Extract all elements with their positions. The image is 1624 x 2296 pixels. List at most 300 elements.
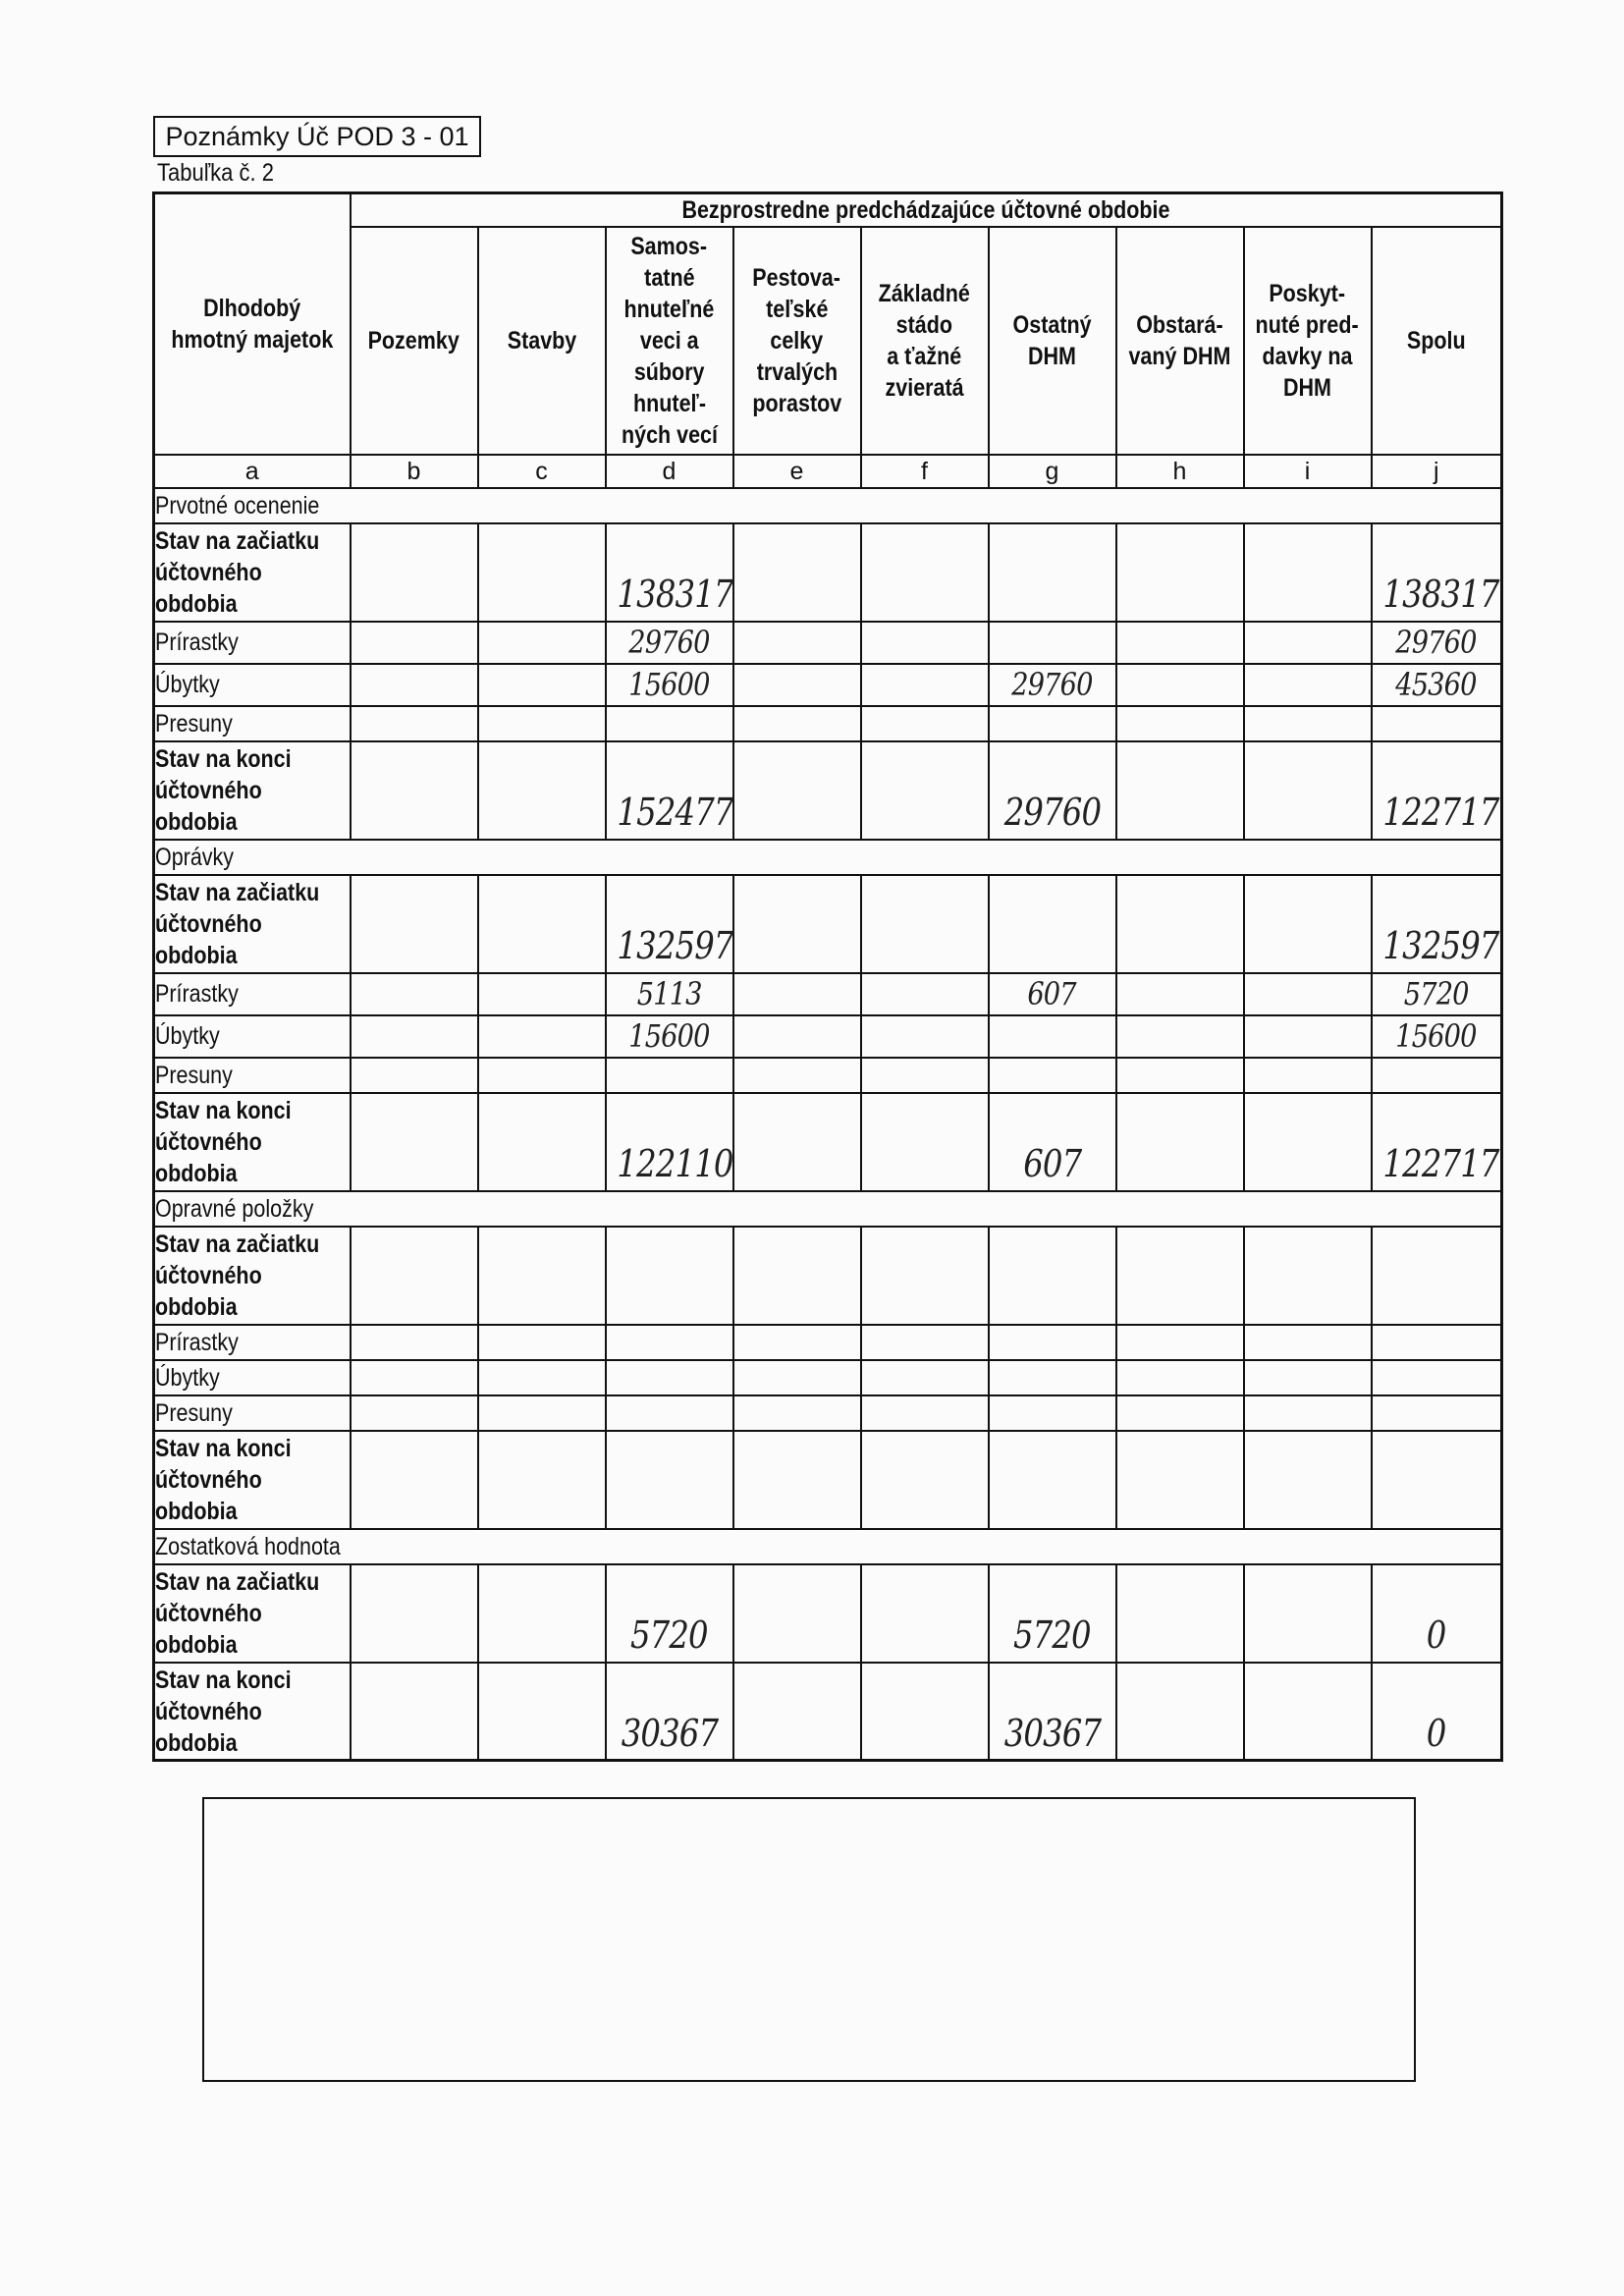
- table-row: [154, 1663, 1502, 1761]
- cell-h: [1116, 741, 1244, 840]
- text-line: teľské: [765, 296, 829, 323]
- cell-g: [989, 875, 1116, 973]
- handwritten-value: 15600: [628, 665, 710, 703]
- cell-g: [989, 1360, 1116, 1395]
- handwritten-value: 15600: [1395, 1016, 1477, 1055]
- cell-c: [478, 1325, 606, 1360]
- row-label: [154, 523, 351, 622]
- handwritten-value: 5720: [630, 1613, 708, 1658]
- cell-f: [861, 1564, 989, 1663]
- table-row: [154, 1431, 1502, 1529]
- header-col-i: [1244, 227, 1372, 455]
- cell-h: [1116, 1325, 1244, 1360]
- cell-f: [861, 1360, 989, 1395]
- cell-i: [1244, 1395, 1372, 1431]
- text-line: ných vecí: [621, 421, 718, 449]
- cell-d: [606, 1015, 733, 1058]
- cell-j: [1372, 1663, 1502, 1761]
- text-line: DHM: [1283, 374, 1331, 402]
- cell-b: [351, 1564, 478, 1663]
- table-row: [154, 741, 1502, 840]
- cell-b: [351, 1093, 478, 1191]
- text-line: davky na: [1262, 343, 1353, 370]
- cell-c: [478, 1093, 606, 1191]
- text-line: účtovného: [155, 559, 262, 586]
- cell-h: [1116, 875, 1244, 973]
- cell-j: [1372, 523, 1502, 622]
- cell-g: [989, 1395, 1116, 1431]
- cell-d: [606, 973, 733, 1015]
- row-label: [154, 875, 351, 973]
- cell-g: [989, 1015, 1116, 1058]
- cell-b: [351, 1360, 478, 1395]
- text-line: tatné: [643, 264, 695, 292]
- table-label: Tabuľka č. 2: [157, 159, 274, 187]
- handwritten-value: 15600: [628, 1016, 710, 1055]
- cell-c: [478, 664, 606, 706]
- text-line: Prírastky: [155, 629, 239, 657]
- cell-e: [733, 1093, 861, 1191]
- cell-h: [1116, 664, 1244, 706]
- handwritten-value: 138317: [616, 573, 733, 617]
- handwritten-value: 122717: [1381, 791, 1499, 835]
- cell-h: [1116, 1663, 1244, 1761]
- cell-c: [478, 875, 606, 973]
- text-line: Poskyt-: [1269, 280, 1346, 307]
- row-label: [154, 1395, 351, 1431]
- cell-h: [1116, 1015, 1244, 1058]
- text-line: Úbytky: [155, 671, 220, 699]
- cell-j: [1372, 1093, 1502, 1191]
- cell-g: [989, 741, 1116, 840]
- row-label: [154, 1058, 351, 1093]
- cell-h: [1116, 1431, 1244, 1529]
- cell-d: [606, 1395, 733, 1431]
- cell-d: [606, 1663, 733, 1761]
- cell-f: [861, 706, 989, 741]
- text-line: účtovného: [155, 1599, 262, 1627]
- cell-h: [1116, 1227, 1244, 1325]
- column-letter-d: d: [606, 455, 733, 488]
- section-title-text: Oprávky: [155, 843, 235, 871]
- cell-i: [1244, 523, 1372, 622]
- cell-b: [351, 664, 478, 706]
- cell-g: [989, 706, 1116, 741]
- column-letter-h: h: [1116, 455, 1244, 488]
- cell-e: [733, 664, 861, 706]
- cell-g: [989, 664, 1116, 706]
- text-line: obdobia: [155, 807, 238, 836]
- text-line: Základné: [878, 280, 971, 307]
- handwritten-value: 29760: [1003, 791, 1101, 835]
- header-col-e: [733, 227, 861, 455]
- header-row-group: [154, 193, 1502, 228]
- table-row: [154, 706, 1502, 741]
- text-line: Ostatný: [1012, 311, 1092, 339]
- cell-c: [478, 1227, 606, 1325]
- column-letter-a: a: [154, 455, 351, 488]
- cell-j: [1372, 1058, 1502, 1093]
- cell-e: [733, 1431, 861, 1529]
- text-line: účtovného: [155, 1127, 262, 1156]
- text-line: Stav na konci: [155, 1666, 292, 1694]
- cell-e: [733, 523, 861, 622]
- text-line: Pozemky: [367, 327, 460, 355]
- cell-i: [1244, 1058, 1372, 1093]
- cell-e: [733, 1663, 861, 1761]
- cell-i: [1244, 664, 1372, 706]
- cell-h: [1116, 1360, 1244, 1395]
- text-line: Stav na začiatku: [155, 1230, 320, 1258]
- column-letter-j: j: [1372, 455, 1502, 488]
- form-id-box: [153, 116, 481, 157]
- cell-b: [351, 1663, 478, 1761]
- text-line: stádo: [895, 311, 953, 339]
- cell-d: [606, 1093, 733, 1191]
- section-row: [154, 840, 1502, 875]
- row-label: [154, 741, 351, 840]
- row-label: [154, 1227, 351, 1325]
- text-line: hnuteľné: [623, 296, 715, 323]
- text-line: Úbytky: [155, 1022, 220, 1051]
- cell-j: [1372, 1015, 1502, 1058]
- cell-g: [989, 1564, 1116, 1663]
- cell-b: [351, 622, 478, 664]
- row-label: [154, 1325, 351, 1360]
- cell-j: [1372, 1360, 1502, 1395]
- column-letters-row: [154, 455, 1502, 488]
- cell-h: [1116, 973, 1244, 1015]
- column-letter-i: i: [1244, 455, 1372, 488]
- cell-g: [989, 523, 1116, 622]
- cell-d: [606, 706, 733, 741]
- cell-f: [861, 741, 989, 840]
- cell-d: [606, 1058, 733, 1093]
- cell-i: [1244, 706, 1372, 741]
- cell-b: [351, 1395, 478, 1431]
- text-line: Stav na konci: [155, 1434, 292, 1462]
- text-line: Stav na začiatku: [155, 1567, 320, 1596]
- cell-j: [1372, 1227, 1502, 1325]
- text-line: účtovného: [155, 909, 262, 938]
- row-label: [154, 622, 351, 664]
- cell-d: [606, 875, 733, 973]
- fixed-assets-table: [152, 191, 1503, 1762]
- cell-i: [1244, 1325, 1372, 1360]
- row-label: [154, 706, 351, 741]
- cell-c: [478, 1431, 606, 1529]
- header-col-a: [154, 193, 351, 456]
- text-line: Stav na začiatku: [155, 527, 320, 555]
- cell-i: [1244, 1431, 1372, 1529]
- cell-h: [1116, 523, 1244, 622]
- cell-i: [1244, 1360, 1372, 1395]
- row-label: [154, 973, 351, 1015]
- cell-j: [1372, 1564, 1502, 1663]
- cell-i: [1244, 1015, 1372, 1058]
- section-row: [154, 1529, 1502, 1564]
- text-line: Prírastky: [155, 1328, 239, 1356]
- cell-e: [733, 1395, 861, 1431]
- cell-f: [861, 1431, 989, 1529]
- cell-d: [606, 1564, 733, 1663]
- cell-h: [1116, 1058, 1244, 1093]
- text-line: hnuteľ-: [632, 390, 706, 417]
- text-line: veci a: [639, 327, 699, 355]
- cell-g: [989, 1058, 1116, 1093]
- handwritten-value: 152477: [616, 791, 733, 835]
- handwritten-value: 138317: [1381, 573, 1499, 617]
- row-label: [154, 1663, 351, 1761]
- handwritten-value: 0: [1426, 1613, 1446, 1658]
- cell-j: [1372, 875, 1502, 973]
- cell-j: [1372, 1395, 1502, 1431]
- cell-d: [606, 1325, 733, 1360]
- text-line: súbory: [633, 358, 705, 386]
- table-row: [154, 973, 1502, 1015]
- text-line: trvalých: [756, 358, 838, 386]
- cell-b: [351, 1227, 478, 1325]
- section-title: [154, 1529, 1502, 1564]
- handwritten-value: 30367: [1003, 1711, 1101, 1755]
- section-row: [154, 488, 1502, 523]
- row-label: [154, 1431, 351, 1529]
- cell-d: [606, 622, 733, 664]
- cell-f: [861, 1395, 989, 1431]
- text-line: Presuny: [155, 709, 233, 738]
- cell-b: [351, 1058, 478, 1093]
- text-line: obdobia: [155, 1292, 238, 1321]
- cell-g: [989, 973, 1116, 1015]
- cell-e: [733, 706, 861, 741]
- cell-j: [1372, 1431, 1502, 1529]
- cell-h: [1116, 1395, 1244, 1431]
- table-row: [154, 1015, 1502, 1058]
- header-col-c: [478, 227, 606, 455]
- table-row: [154, 1058, 1502, 1093]
- cell-i: [1244, 622, 1372, 664]
- table-row: [154, 1395, 1502, 1431]
- cell-e: [733, 1564, 861, 1663]
- cell-b: [351, 973, 478, 1015]
- text-line: Stav na konci: [155, 1096, 292, 1124]
- text-line: obdobia: [155, 1728, 238, 1757]
- cell-d: [606, 523, 733, 622]
- cell-f: [861, 1663, 989, 1761]
- text-line: obdobia: [155, 1630, 238, 1659]
- handwritten-value: 132597: [1381, 924, 1499, 968]
- cell-g: [989, 622, 1116, 664]
- text-line: celky: [770, 327, 824, 355]
- header-col-b: [351, 227, 478, 455]
- column-letter-c: c: [478, 455, 606, 488]
- text-line: hmotný majetok: [171, 326, 334, 354]
- handwritten-value: 45360: [1395, 665, 1477, 703]
- text-line: účtovného: [155, 1465, 262, 1494]
- handwritten-value: 5720: [1013, 1613, 1091, 1658]
- cell-h: [1116, 1093, 1244, 1191]
- handwritten-value: 29760: [628, 624, 710, 661]
- cell-b: [351, 1431, 478, 1529]
- form-id: Poznámky Úč POD 3 - 01: [165, 121, 469, 151]
- cell-c: [478, 523, 606, 622]
- cell-f: [861, 1058, 989, 1093]
- table-row: [154, 1360, 1502, 1395]
- cell-c: [478, 973, 606, 1015]
- cell-b: [351, 1015, 478, 1058]
- cell-h: [1116, 1564, 1244, 1663]
- header-col-d: [606, 227, 733, 455]
- cell-c: [478, 706, 606, 741]
- handwritten-value: 5720: [1403, 974, 1469, 1012]
- cell-c: [478, 1058, 606, 1093]
- cell-i: [1244, 741, 1372, 840]
- column-letter-e: e: [733, 455, 861, 488]
- cell-e: [733, 1360, 861, 1395]
- row-label: [154, 1093, 351, 1191]
- cell-f: [861, 523, 989, 622]
- table-row: [154, 1564, 1502, 1663]
- section-title-text: Prvotné ocenenie: [155, 492, 320, 519]
- cell-b: [351, 706, 478, 741]
- handwritten-value: 122110: [616, 1142, 733, 1186]
- cell-d: [606, 1431, 733, 1529]
- cell-f: [861, 1093, 989, 1191]
- table-row: [154, 1093, 1502, 1191]
- cell-g: [989, 1093, 1116, 1191]
- group-header: [351, 193, 1502, 228]
- text-line: porastov: [752, 390, 841, 417]
- text-line: Presuny: [155, 1061, 233, 1089]
- section-title-text: Opravné položky: [155, 1194, 314, 1223]
- text-line: Samos-: [630, 233, 708, 260]
- text-line: účtovného: [155, 1261, 262, 1289]
- handwritten-value: 607: [1022, 1142, 1082, 1186]
- cell-h: [1116, 622, 1244, 664]
- cell-f: [861, 1325, 989, 1360]
- cell-f: [861, 1015, 989, 1058]
- section-title-text: Zostatková hodnota: [155, 1532, 341, 1560]
- cell-b: [351, 523, 478, 622]
- cell-b: [351, 1325, 478, 1360]
- table-row: [154, 664, 1502, 706]
- cell-d: [606, 1227, 733, 1325]
- cell-f: [861, 664, 989, 706]
- text-line: Obstará-: [1136, 311, 1223, 339]
- cell-i: [1244, 973, 1372, 1015]
- text-line: Úbytky: [155, 1363, 220, 1392]
- handwritten-value: 607: [1027, 974, 1077, 1012]
- cell-i: [1244, 1663, 1372, 1761]
- notes-box: [202, 1797, 1416, 2082]
- cell-c: [478, 741, 606, 840]
- cell-e: [733, 875, 861, 973]
- cell-f: [861, 973, 989, 1015]
- cell-h: [1116, 706, 1244, 741]
- handwritten-value: 132597: [616, 924, 733, 968]
- table-row: [154, 523, 1502, 622]
- text-line: Dlhodobý: [203, 295, 301, 322]
- cell-g: [989, 1227, 1116, 1325]
- table-row: [154, 875, 1502, 973]
- cell-f: [861, 622, 989, 664]
- cell-e: [733, 741, 861, 840]
- cell-j: [1372, 664, 1502, 706]
- text-line: obdobia: [155, 941, 238, 969]
- table-row: [154, 622, 1502, 664]
- cell-e: [733, 1058, 861, 1093]
- text-line: Prírastky: [155, 980, 239, 1009]
- row-label: [154, 1015, 351, 1058]
- text-line: obdobia: [155, 1159, 238, 1187]
- cell-c: [478, 622, 606, 664]
- section-title: [154, 488, 1502, 523]
- cell-g: [989, 1431, 1116, 1529]
- cell-j: [1372, 741, 1502, 840]
- cell-i: [1244, 1093, 1372, 1191]
- cell-i: [1244, 1227, 1372, 1325]
- text-line: Presuny: [155, 1398, 233, 1427]
- cell-b: [351, 875, 478, 973]
- cell-d: [606, 1360, 733, 1395]
- row-label: [154, 1564, 351, 1663]
- cell-c: [478, 1015, 606, 1058]
- handwritten-value: 29760: [1011, 665, 1093, 703]
- text-line: účtovného: [155, 776, 262, 804]
- handwritten-value: 29760: [1395, 624, 1477, 661]
- cell-e: [733, 973, 861, 1015]
- cell-j: [1372, 973, 1502, 1015]
- handwritten-value: 5113: [636, 974, 702, 1012]
- text-line: obdobia: [155, 1497, 238, 1525]
- cell-d: [606, 664, 733, 706]
- cell-g: [989, 1325, 1116, 1360]
- cell-c: [478, 1663, 606, 1761]
- handwritten-value: 30367: [621, 1711, 718, 1755]
- text-line: Spolu: [1406, 327, 1466, 355]
- text-line: obdobia: [155, 590, 238, 618]
- cell-c: [478, 1395, 606, 1431]
- cell-e: [733, 1227, 861, 1325]
- cell-c: [478, 1360, 606, 1395]
- handwritten-value: 0: [1426, 1711, 1446, 1755]
- header-col-h: [1116, 227, 1244, 455]
- section-row: [154, 1191, 1502, 1227]
- text-line: Stavby: [507, 327, 576, 355]
- text-line: nuté pred-: [1255, 311, 1360, 339]
- text-line: Stav na konci: [155, 744, 292, 773]
- column-letter-f: f: [861, 455, 989, 488]
- cell-j: [1372, 1325, 1502, 1360]
- table-row: [154, 1227, 1502, 1325]
- cell-f: [861, 1227, 989, 1325]
- cell-f: [861, 875, 989, 973]
- header-col-g: [989, 227, 1116, 455]
- text-line: Pestova-: [752, 264, 841, 292]
- column-letter-g: g: [989, 455, 1116, 488]
- text-line: zvieratá: [885, 374, 964, 402]
- cell-d: [606, 741, 733, 840]
- cell-b: [351, 741, 478, 840]
- cell-i: [1244, 875, 1372, 973]
- cell-j: [1372, 622, 1502, 664]
- header-row-columns: [154, 227, 1502, 455]
- text-line: vaný DHM: [1128, 343, 1231, 370]
- header-col-j: [1372, 227, 1502, 455]
- cell-e: [733, 1015, 861, 1058]
- cell-j: [1372, 706, 1502, 741]
- text-line: DHM: [1028, 343, 1076, 370]
